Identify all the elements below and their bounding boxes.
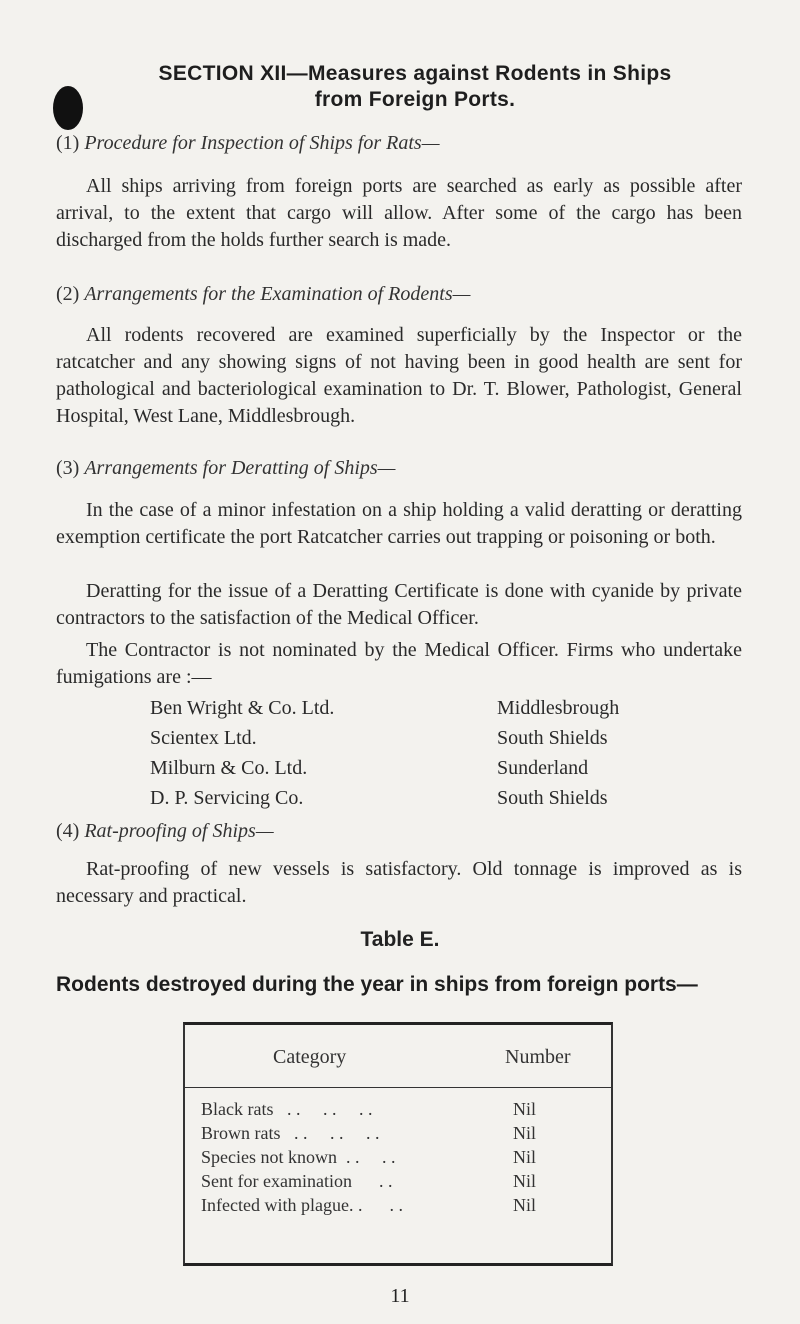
rodents-table — [183, 1022, 613, 1266]
firm-name: Milburn & Co. Ltd. — [150, 757, 308, 779]
column-header-number: Number — [505, 1046, 571, 1068]
table-caption: Rodents destroyed during the year in ships from foreign ports— — [56, 973, 698, 996]
table-row — [185, 1171, 611, 1196]
section-title: SECTION XII—Measures against Rodents in Ships — [158, 62, 672, 85]
section-title-continued: from Foreign Ports. — [314, 88, 516, 111]
firm-name: Scientex Ltd. — [150, 727, 257, 749]
column-header-category: Category — [273, 1046, 347, 1068]
number-cell: Nil — [513, 1123, 537, 1143]
paragraph-examination: All rodents recovered are examined superficially by the Inspector or the ratcatcher and any showing signs of not having been in good health are sent for pathological and bacteriological examination to Dr. T. Blower, Pathologist, General Hospital, West Lane, Middlesbrough. — [56, 324, 742, 427]
subsection-heading-2: (2) Arrangements for the Examination of Rodents— — [56, 283, 471, 305]
firm-name: Ben Wright & Co. Ltd. — [150, 697, 335, 719]
category-cell: Sent for examination . . — [201, 1171, 393, 1191]
table-row — [185, 1195, 611, 1220]
table-row — [185, 1147, 611, 1172]
firm-place: Sunderland — [497, 757, 589, 779]
subsection-heading-4: (4) Rat-proofing of Ships— — [56, 820, 274, 842]
page-number: 11 — [390, 1285, 410, 1307]
firm-place: South Shields — [497, 787, 608, 809]
table-row — [185, 1123, 611, 1148]
category-cell: Infected with plague. . . . — [201, 1195, 403, 1215]
number-cell: Nil — [513, 1099, 537, 1119]
firm-name: D. P. Servicing Co. — [150, 787, 304, 809]
firm-place: South Shields — [497, 727, 608, 749]
paragraph-contractor: The Contractor is not nominated by the Medical Officer. Firms who undertake fumigations are :— — [56, 639, 742, 688]
bullet-mark — [53, 86, 83, 130]
subsection-heading-3: (3) Arrangements for Deratting of Ships— — [56, 457, 396, 479]
paragraph-minor-infestation: In the case of a minor infestation on a ship holding a valid deratting or deratting exemption certificate the port Ratcatcher carries out trapping or poisoning or both. — [56, 499, 742, 548]
category-cell: Black rats . . . . . . — [201, 1099, 373, 1119]
number-cell: Nil — [513, 1195, 537, 1215]
paragraph-inspection: All ships arriving from foreign ports are searched as early as possible after arrival, to the extent that cargo will allow. After some of the cargo has been discharged from the holds further search is made. — [56, 175, 742, 251]
table-row — [185, 1099, 611, 1124]
table-header-row — [185, 1025, 611, 1088]
table-title: Table E. — [360, 928, 440, 951]
number-cell: Nil — [513, 1147, 537, 1167]
category-cell: Species not known . . . . — [201, 1147, 396, 1167]
subsection-heading-1: (1) Procedure for Inspection of Ships for Rats— — [56, 132, 440, 154]
paragraph-deratting-certificate: Deratting for the issue of a Deratting Certificate is done with cyanide by private contractors to the satisfaction of the Medical Officer. — [56, 580, 742, 629]
category-cell: Brown rats . . . . . . — [201, 1123, 380, 1143]
firm-place: Middlesbrough — [497, 697, 620, 719]
paragraph-rat-proofing: Rat-proofing of new vessels is satisfactory. Old tonnage is improved as is necessary and practical. — [56, 858, 742, 907]
number-cell: Nil — [513, 1171, 537, 1191]
